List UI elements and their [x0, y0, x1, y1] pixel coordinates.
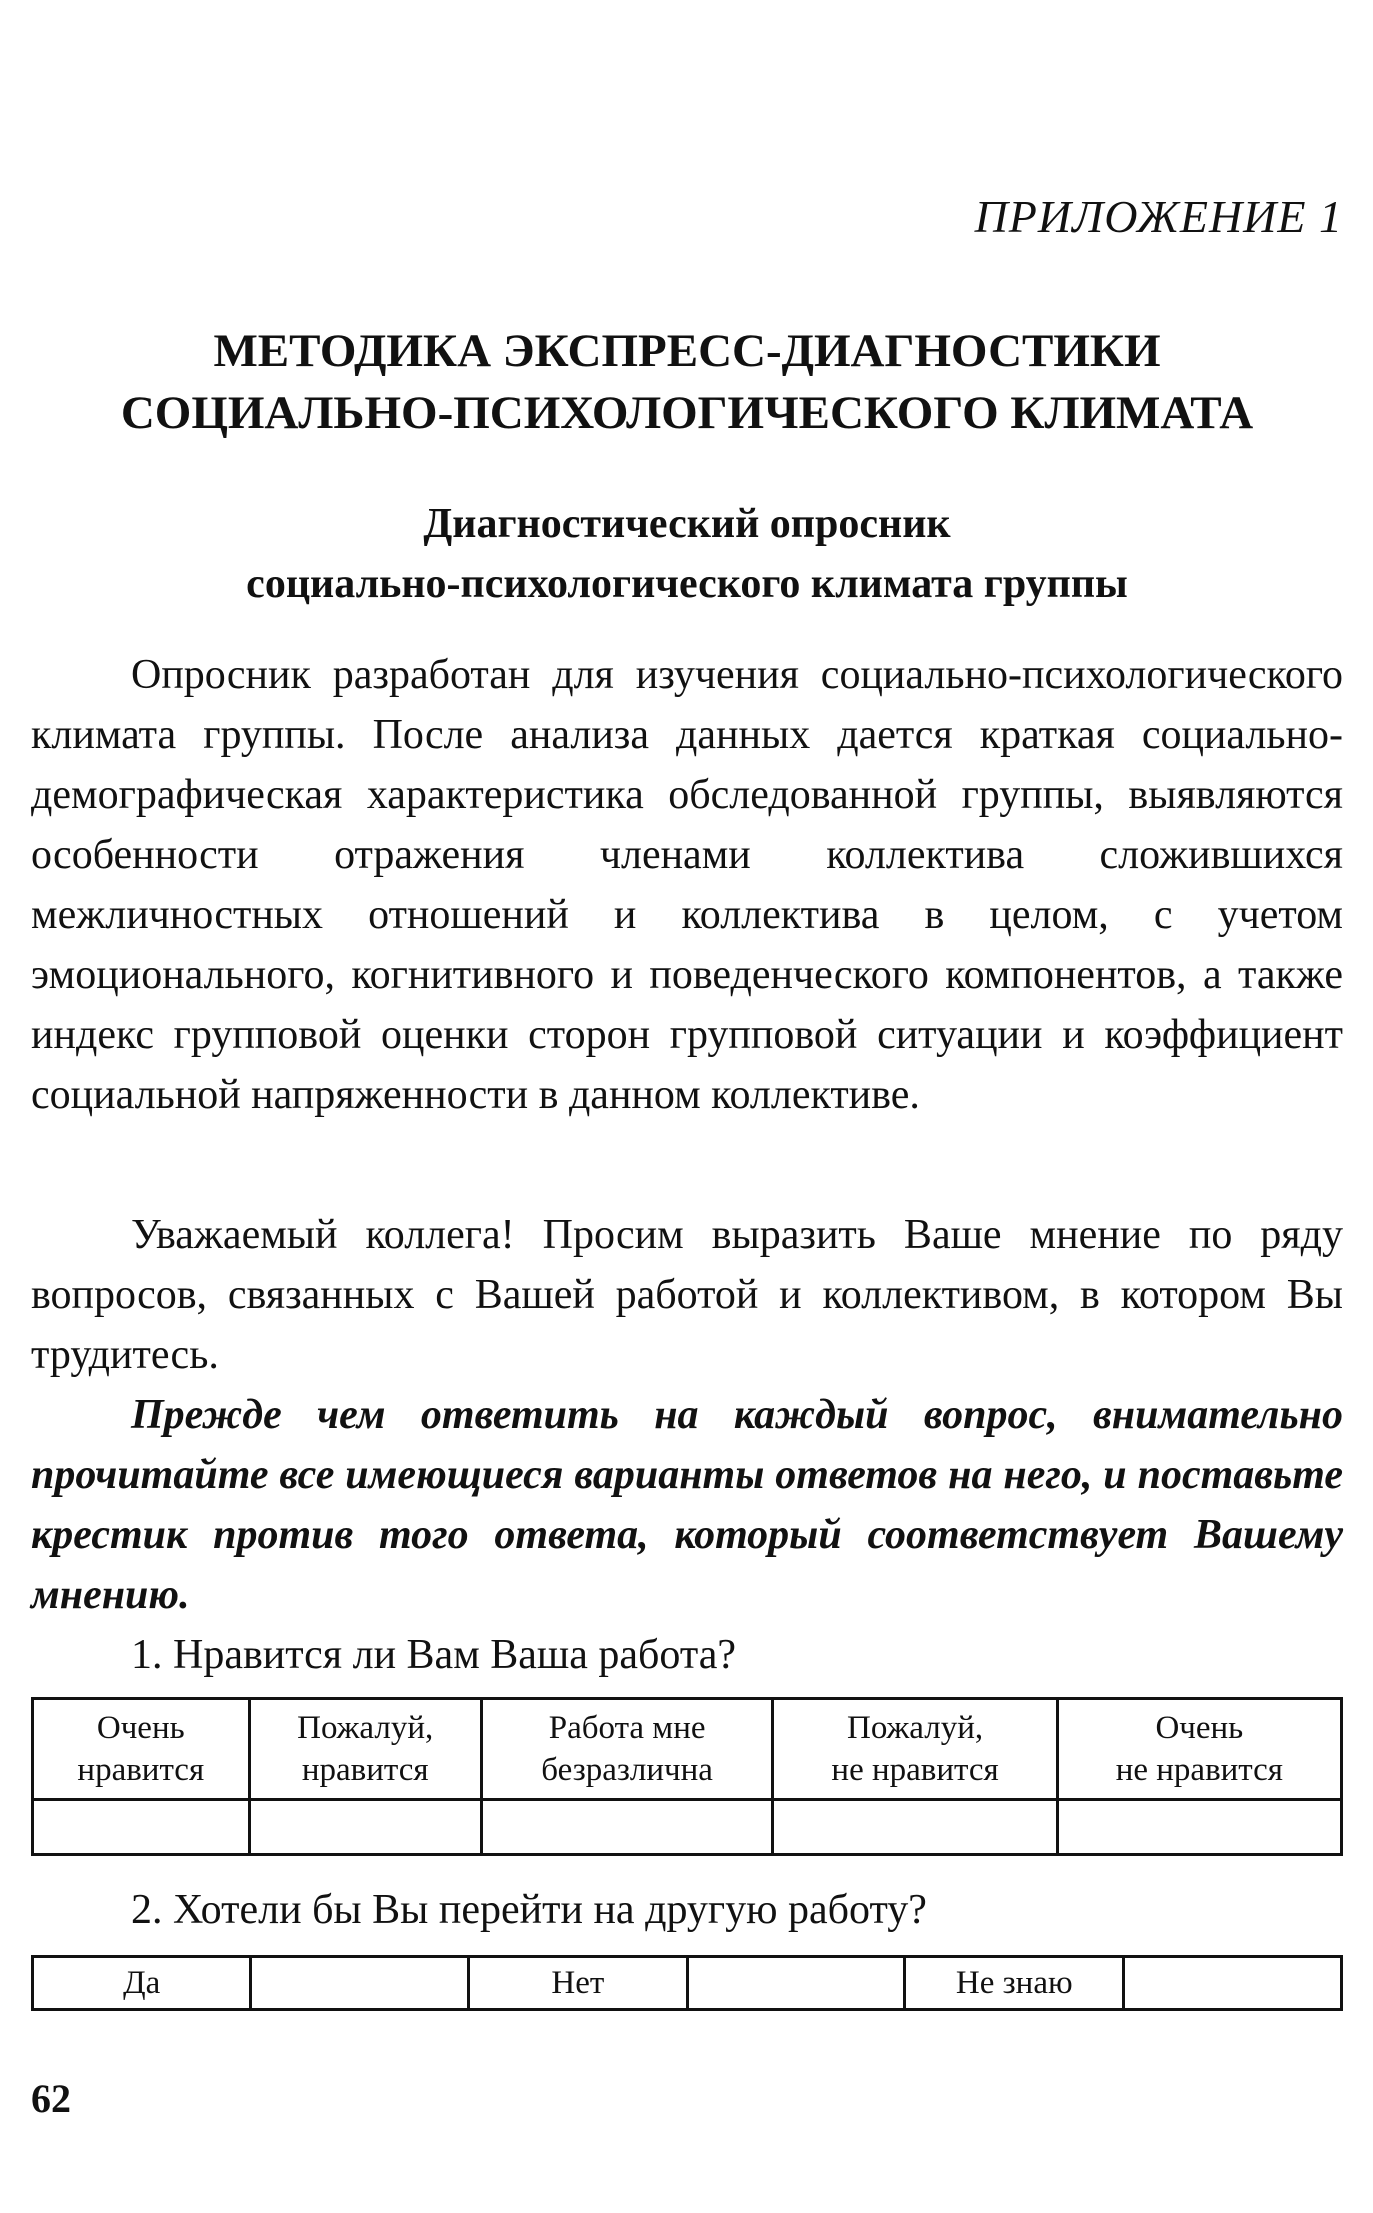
- answer-mark-row: [33, 1800, 1342, 1855]
- answer-option: [1057, 1699, 1341, 1800]
- answer-option: Не знаю: [905, 1957, 1124, 2010]
- answer-option: Да: [33, 1957, 251, 2010]
- answer-option: [249, 1699, 481, 1800]
- option-label-line: не нравится: [831, 1752, 999, 1788]
- answer-mark-cell[interactable]: [251, 1957, 469, 2010]
- option-label-line: безразлична: [541, 1752, 713, 1788]
- page-subtitle: [31, 494, 1343, 614]
- address-paragraph: Уважаемый коллега! Просим выразить Ваше мнение по ряду вопросов, связанных с Вашей работой и коллективом, в котором Вы трудитесь.: [31, 1212, 1343, 1378]
- subtitle-line-2: социально-психологического климата группы: [246, 561, 1128, 607]
- answer-mark-cell[interactable]: [687, 1957, 905, 2010]
- answer-option: [481, 1699, 773, 1800]
- title-line-1: МЕТОДИКА ЭКСПРЕСС-ДИАГНОСТИКИ: [213, 325, 1161, 377]
- appendix-label: ПРИЛОЖЕНИЕ 1: [974, 191, 1343, 242]
- option-label-line: Работа мне: [548, 1710, 706, 1746]
- answer-row: [33, 1957, 1342, 2010]
- question-2-answer-table: [31, 1955, 1343, 2011]
- answer-option: Нет: [469, 1957, 688, 2010]
- answer-mark-cell[interactable]: [481, 1800, 773, 1855]
- answer-mark-cell[interactable]: [773, 1800, 1057, 1855]
- answer-mark-cell[interactable]: [249, 1800, 481, 1855]
- option-label-line: не нравится: [1115, 1752, 1283, 1788]
- answer-options-row: [33, 1699, 1342, 1800]
- subtitle-line-1: Диагностический опросник: [423, 501, 951, 547]
- answer-mark-cell[interactable]: [1124, 1957, 1342, 2010]
- option-label-line: Очень: [1155, 1710, 1244, 1746]
- question-2-text: 2. Хотели бы Вы перейти на другую работу?: [131, 1887, 927, 1933]
- answer-option: [33, 1699, 250, 1800]
- option-label-line: нравится: [301, 1752, 429, 1788]
- answer-mark-cell[interactable]: [1057, 1800, 1341, 1855]
- option-label-line: нравится: [77, 1752, 205, 1788]
- option-label-line: Пожалуй,: [297, 1710, 434, 1746]
- question-1-text: 1. Нравится ли Вам Ваша работа?: [131, 1632, 737, 1678]
- question-1-answer-table: [31, 1697, 1343, 1856]
- title-line-2: СОЦИАЛЬНО-ПСИХОЛОГИЧЕСКОГО КЛИМАТА: [120, 387, 1254, 439]
- intro-paragraph: Опросник разработан для изучения социально-психологического климата группы. После анализа данных дается краткая социально-демографическая характеристика обследованной группы, выявляются особенности отражения членами коллектива сложившихся межличностных отношений и коллектива в целом, с учетом эмоционального, когнитивного и поведенческого компонентов, а также индекс групповой оценки сторон групповой ситуации и коэффициент социальной напряженности в данном коллективе.: [31, 652, 1343, 1118]
- instruction-paragraph: Прежде чем ответить на каждый вопрос, внимательно прочитайте все имеющиеся варианты ответов на него, и поставьте крестик против того ответа, который соответствует Вашему мнению.: [31, 1392, 1343, 1618]
- answer-mark-cell[interactable]: [33, 1800, 250, 1855]
- option-label-line: Очень: [96, 1710, 185, 1746]
- answer-option: [773, 1699, 1057, 1800]
- page-title: [31, 320, 1343, 444]
- document-page: [31, 0, 1343, 2213]
- option-label-line: Пожалуй,: [846, 1710, 984, 1746]
- page-number: 62: [31, 2076, 71, 2121]
